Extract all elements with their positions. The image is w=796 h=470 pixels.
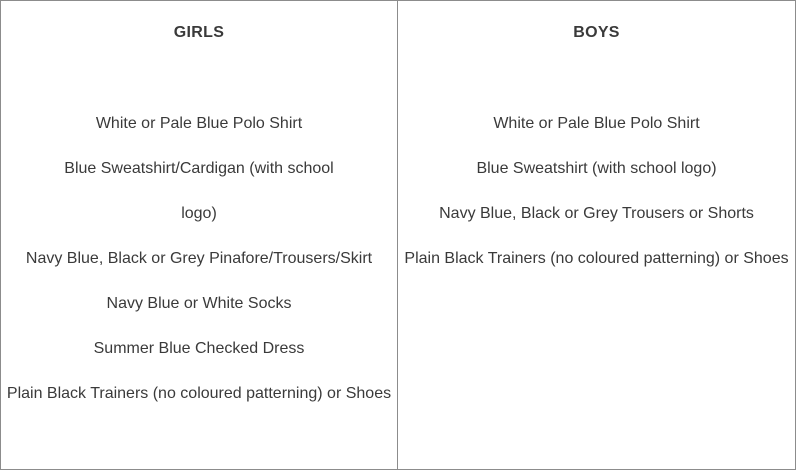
girls-column	[1, 1, 398, 469]
boys-item: White or Pale Blue Polo Shirt	[493, 115, 700, 132]
girls-item: White or Pale Blue Polo Shirt	[95, 115, 303, 132]
girls-item-list	[1, 101, 397, 416]
boys-item-list	[398, 101, 795, 281]
girls-item: Navy Blue, Black or Grey Pinafore/Trousers/Skirt	[25, 250, 373, 267]
boys-column	[398, 1, 795, 469]
boys-item: Navy Blue, Black or Grey Trousers or Shorts	[439, 205, 754, 222]
girls-item: Blue Sweatshirt/Cardigan (with school	[64, 160, 334, 177]
girls-item: logo)	[181, 205, 217, 222]
boys-item: Blue Sweatshirt (with school logo)	[476, 160, 717, 177]
girls-item: Summer Blue Checked Dress	[93, 340, 305, 357]
girls-heading: GIRLS	[173, 24, 225, 41]
boys-item: Plain Black Trainers (no coloured patterning) or Shoes	[404, 250, 789, 267]
girls-item: Navy Blue or White Socks	[106, 295, 292, 312]
girls-item: Plain Black Trainers (no coloured patterning) or Shoes	[6, 385, 392, 402]
boys-heading: BOYS	[573, 24, 620, 41]
